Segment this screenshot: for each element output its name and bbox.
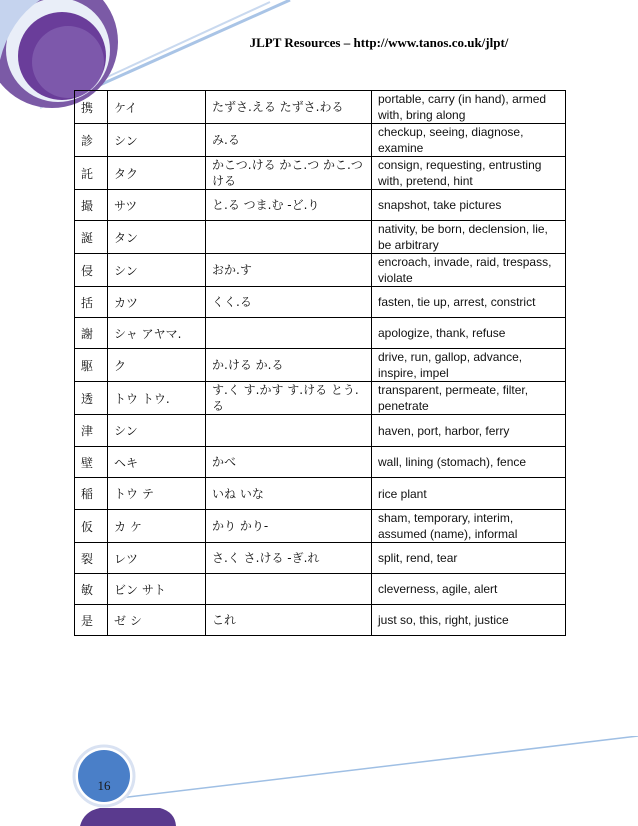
table-row [75,157,566,190]
kanji-cell: 託 [75,157,108,190]
meaning-cell: haven, port, harbor, ferry [372,415,566,447]
kunyomi-cell [206,221,372,254]
kunyomi-cell: か.ける か.る [206,349,372,382]
onyomi-cell: ケイ [108,91,206,124]
onyomi-cell: シン [108,415,206,447]
table-row [75,91,566,124]
onyomi-cell: カツ [108,287,206,318]
onyomi-cell: カ ケ [108,510,206,543]
table-row [75,124,566,157]
kunyomi-cell: かべ [206,447,372,478]
onyomi-cell: サツ [108,190,206,221]
table-row [75,447,566,478]
page-number: 16 [97,778,111,793]
table-row [75,605,566,636]
table-row [75,318,566,349]
table-row [75,190,566,221]
kunyomi-cell: かり かり- [206,510,372,543]
kanji-cell: 診 [75,124,108,157]
onyomi-cell: シン [108,254,206,287]
meaning-cell: portable, carry (in hand), armed with, bring along [372,91,566,124]
kanji-cell: 括 [75,287,108,318]
meaning-cell: rice plant [372,478,566,510]
kunyomi-cell: さ.く さ.ける -ぎ.れ [206,543,372,574]
kunyomi-cell: たずさ.える たずさ.わる [206,91,372,124]
meaning-cell: snapshot, take pictures [372,190,566,221]
meaning-cell: just so, this, right, justice [372,605,566,636]
kanji-cell: 誕 [75,221,108,254]
kunyomi-cell: くく.る [206,287,372,318]
kanji-cell: 透 [75,382,108,415]
meaning-cell: drive, run, gallop, advance, inspire, impel [372,349,566,382]
table-row [75,221,566,254]
meaning-cell: checkup, seeing, diagnose, examine [372,124,566,157]
kunyomi-cell: かこつ.ける かこ.つ かこ.つける [206,157,372,190]
page-header: JLPT Resources – http://www.tanos.co.uk/jlpt/ [249,35,509,50]
onyomi-cell: シン [108,124,206,157]
onyomi-cell: タク [108,157,206,190]
table-row [75,349,566,382]
onyomi-cell: トウ テ [108,478,206,510]
meaning-cell: fasten, tie up, arrest, constrict [372,287,566,318]
kanji-table [74,90,566,636]
onyomi-cell: ヘキ [108,447,206,478]
meaning-cell: encroach, invade, raid, trespass, violate [372,254,566,287]
kanji-cell: 侵 [75,254,108,287]
meaning-cell: consign, requesting, entrusting with, pretend, hint [372,157,566,190]
kanji-cell: 撮 [75,190,108,221]
kunyomi-cell: み.る [206,124,372,157]
meaning-cell: transparent, permeate, filter, penetrate [372,382,566,415]
kunyomi-cell: おか.す [206,254,372,287]
kanji-cell: 携 [75,91,108,124]
kanji-cell: 稲 [75,478,108,510]
meaning-cell: split, rend, tear [372,543,566,574]
kanji-cell: 敏 [75,574,108,605]
kanji-cell: 謝 [75,318,108,349]
kanji-cell: 駆 [75,349,108,382]
onyomi-cell: トウ トウ. [108,382,206,415]
onyomi-cell: ク [108,349,206,382]
kanji-cell: 裂 [75,543,108,574]
meaning-cell: wall, lining (stomach), fence [372,447,566,478]
kanji-cell: 壁 [75,447,108,478]
table-row [75,254,566,287]
onyomi-cell: タン [108,221,206,254]
onyomi-cell: レツ [108,543,206,574]
meaning-cell: sham, temporary, interim, assumed (name), informal [372,510,566,543]
meaning-cell: apologize, thank, refuse [372,318,566,349]
kanji-cell: 津 [75,415,108,447]
onyomi-cell: ビン サト [108,574,206,605]
kunyomi-cell: と.る つま.む -ど.り [206,190,372,221]
kunyomi-cell [206,318,372,349]
meaning-cell: nativity, be born, declension, lie, be arbitrary [372,221,566,254]
kunyomi-cell: これ [206,605,372,636]
table-row [75,287,566,318]
meaning-cell: cleverness, agile, alert [372,574,566,605]
kanji-cell: 是 [75,605,108,636]
kunyomi-cell: いね いな [206,478,372,510]
table-row [75,510,566,543]
table-row [75,382,566,415]
kunyomi-cell: す.く す.かす す.ける とう.る [206,382,372,415]
table-row [75,415,566,447]
table-row [75,543,566,574]
kanji-cell: 仮 [75,510,108,543]
table-row [75,574,566,605]
table-row [75,478,566,510]
kunyomi-cell [206,574,372,605]
onyomi-cell: ゼ シ [108,605,206,636]
kunyomi-cell [206,415,372,447]
onyomi-cell: シャ アヤマ. [108,318,206,349]
